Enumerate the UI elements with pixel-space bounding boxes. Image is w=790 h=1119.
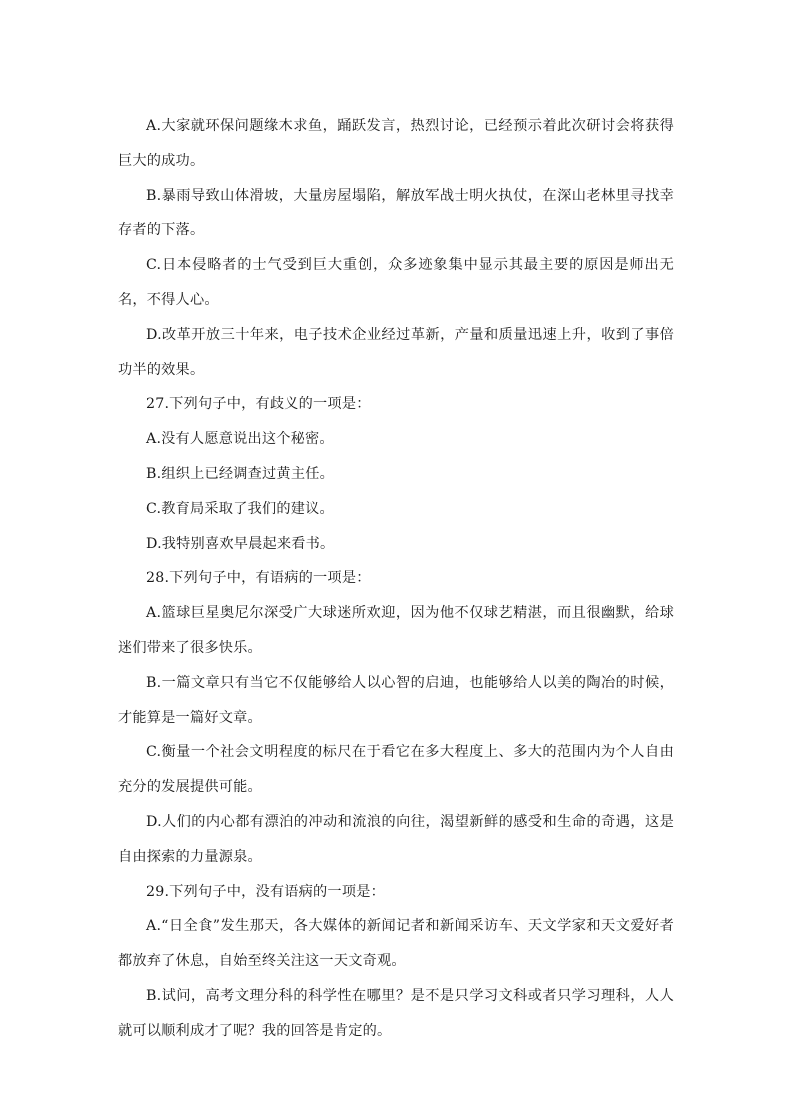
q26-option-a: A.大家就环保问题缘木求鱼，踊跃发言，热烈讨论，已经预示着此次研讨会将获得巨大的成功。: [118, 118, 674, 169]
q29-option-b: B.试问，高考文理分科的科学性在哪里？是不是只学习文科或者只学习理科，人人就可以顺利成才了呢？我的回答是肯定的。: [118, 987, 674, 1039]
q28-option-a: A.篮球巨星奥尼尔深受广大球迷所欢迎，因为他不仅球艺精湛，而且很幽默，给球迷们带来了很多快乐。: [118, 605, 674, 656]
q27-option-c: C.教育局采取了我们的建议。: [146, 500, 334, 517]
q26-option-d: D.改革开放三十年来，电子技术企业经过革新，产量和质量迅速上升，收到了事倍功半的效果。: [118, 326, 674, 378]
q27-option-d: D.我特别喜欢早晨起来看书。: [146, 535, 335, 552]
q28-stem: 28.下列句子中，有语病的一项是：: [146, 570, 371, 587]
document-body: [118, 109, 674, 1049]
q26-option-b: B.暴雨导致山体滑坡，大量房屋塌陷，解放军战士明火执仗，在深山老林里寻找幸存者的下落。: [118, 187, 674, 239]
q29-stem: 29.下列句子中，没有语病的一项是：: [146, 883, 385, 900]
q26-option-c: C.日本侵略者的士气受到巨大重创，众多迹象集中显示其最主要的原因是师出无名，不得人心。: [118, 257, 674, 308]
q27-stem: 27.下列句子中，有歧义的一项是：: [146, 396, 371, 413]
q28-option-b: B.一篇文章只有当它不仅能够给人以心智的启迪，也能够给人以美的陶冶的时候，才能算是一篇好文章。: [118, 674, 674, 726]
q28-option-c: C.衡量一个社会文明程度的标尺在于看它在多大程度上、多大的范围内为个人自由充分的发展提供可能。: [118, 744, 674, 796]
q27-option-b: B.组织上已经调查过黄主任。: [146, 465, 334, 482]
q28-option-d: D.人们的内心都有漂泊的冲动和流浪的向往，渴望新鲜的感受和生命的奇遇，这是自由探索的力量源泉。: [118, 813, 674, 865]
q27-option-a: A.没有人愿意说出这个秘密。: [146, 431, 334, 448]
q29-option-a: A.“日全食”发生那天，各大媒体的新闻记者和新闻采访车、天文学家和天文爱好者都放弃了休息，自始至终关注这一天文奇观。: [118, 918, 674, 970]
